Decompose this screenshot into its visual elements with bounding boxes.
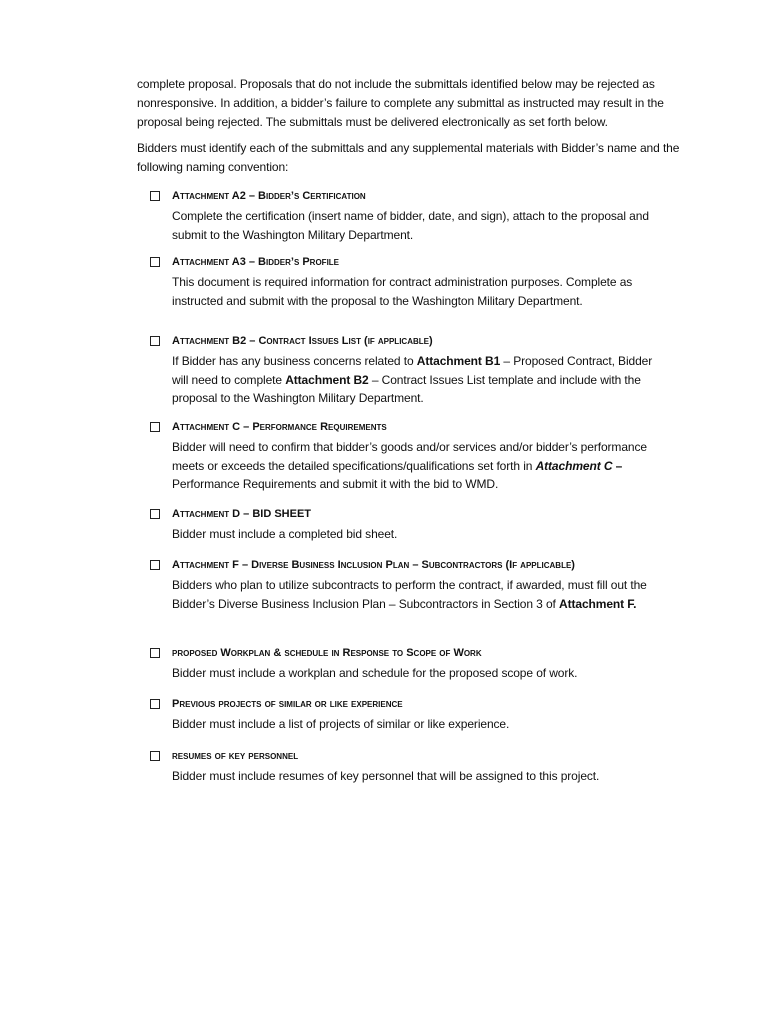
submittal-description: This document is required information for contract administration purposes. Complete as instructed and submit with the proposal to the Washington Military Department. xyxy=(172,275,633,308)
desc-text: – Contract Issues List template and include with the proposal to the Washington Military Department. xyxy=(172,372,641,405)
submittal-title: proposed Workplan & schedule in Response to Scope of Work xyxy=(172,647,482,659)
desc-text: – Proposed Contract, Bidder will need to complete xyxy=(172,354,653,387)
submittal-item-previous-projects xyxy=(150,697,670,734)
submittal-item-c xyxy=(150,420,670,494)
submittal-title: Attachment F – Diverse Business Inclusion Plan – Subcontractors (If applicable) xyxy=(172,559,575,571)
submittal-description xyxy=(172,576,670,613)
naming-convention-paragraph: Bidders must identify each of the submittals and any supplemental materials with Bidder’s name and the following naming convention: xyxy=(137,141,680,174)
checkbox[interactable] xyxy=(150,191,160,201)
submittal-title: Attachment C – Performance Requirements xyxy=(172,421,387,433)
checkbox[interactable] xyxy=(150,422,160,432)
submittal-item-f xyxy=(150,558,670,613)
submittal-title: Attachment B2 – Contract Issues List (if applicable) xyxy=(172,335,433,347)
submittal-title: Previous projects of similar or like experience xyxy=(172,698,403,710)
submittal-description: Bidder must include a workplan and schedule for the proposed scope of work. xyxy=(172,666,578,680)
submittal-item-resumes xyxy=(150,749,670,786)
intro-paragraph: complete proposal. Proposals that do not include the submittals identified below may be rejected as nonresponsive. In addition, a bidder’s failure to complete any submittal as instructed may result in the proposal being rejected. The submittals must be delivered electronically as set forth below. xyxy=(137,77,664,129)
attachment-b2-ref: Attachment B2 xyxy=(285,372,369,387)
submittal-title: resumes of key personnel xyxy=(172,750,299,762)
desc-text: Performance Requirements and submit it with the bid to WMD. xyxy=(172,477,499,491)
submittal-title: Attachment A3 – Bidder’s Profile xyxy=(172,256,340,268)
checkbox[interactable] xyxy=(150,336,160,346)
desc-text: If Bidder has any business concerns related to xyxy=(172,354,417,368)
submittal-item-a3 xyxy=(150,255,670,310)
dash: – xyxy=(612,458,623,473)
checkbox[interactable] xyxy=(150,509,160,519)
submittal-title: Attachment A2 – Bidder’s Certification xyxy=(172,190,366,202)
attachment-f-ref: Attachment F. xyxy=(559,596,637,611)
attachment-b1-ref: Attachment B1 xyxy=(416,354,501,368)
submittal-item-a2 xyxy=(150,189,670,244)
checkbox[interactable] xyxy=(150,257,160,267)
submittal-item-b2 xyxy=(150,334,670,408)
attachment-c-ref: Attachment C xyxy=(535,458,613,473)
submittal-description: Bidder must include a list of projects of similar or like experience. xyxy=(172,717,510,731)
submittal-description xyxy=(172,352,670,408)
checkbox[interactable] xyxy=(150,699,160,709)
submittal-description xyxy=(172,438,670,494)
submittal-description: Complete the certification (insert name of bidder, date, and sign), attach to the proposal and submit to the Washington Military Department. xyxy=(172,209,649,242)
submittal-item-workplan xyxy=(150,646,670,683)
checkbox[interactable] xyxy=(150,560,160,570)
checkbox[interactable] xyxy=(150,751,160,761)
intro-section xyxy=(137,75,685,177)
submittal-description: Bidder must include a completed bid sheet. xyxy=(172,527,398,541)
submittal-title: Attachment D – BID SHEET xyxy=(172,508,312,520)
submittal-description: Bidder must include resumes of key personnel that will be assigned to this project. xyxy=(172,769,600,783)
checkbox[interactable] xyxy=(150,648,160,658)
desc-text: Bidders who plan to utilize subcontracts to perform the contract, if awarded, must fill out the Bidder’s Diverse Business Inclusion Plan – Subcontractors in Section 3 of xyxy=(172,578,647,611)
desc-text: Bidder will need to confirm that bidder’s goods and/or services and/or bidder’s performance meets or exceeds the detailed specifications/qualifications set forth in xyxy=(172,440,647,473)
submittal-item-d xyxy=(150,507,670,544)
